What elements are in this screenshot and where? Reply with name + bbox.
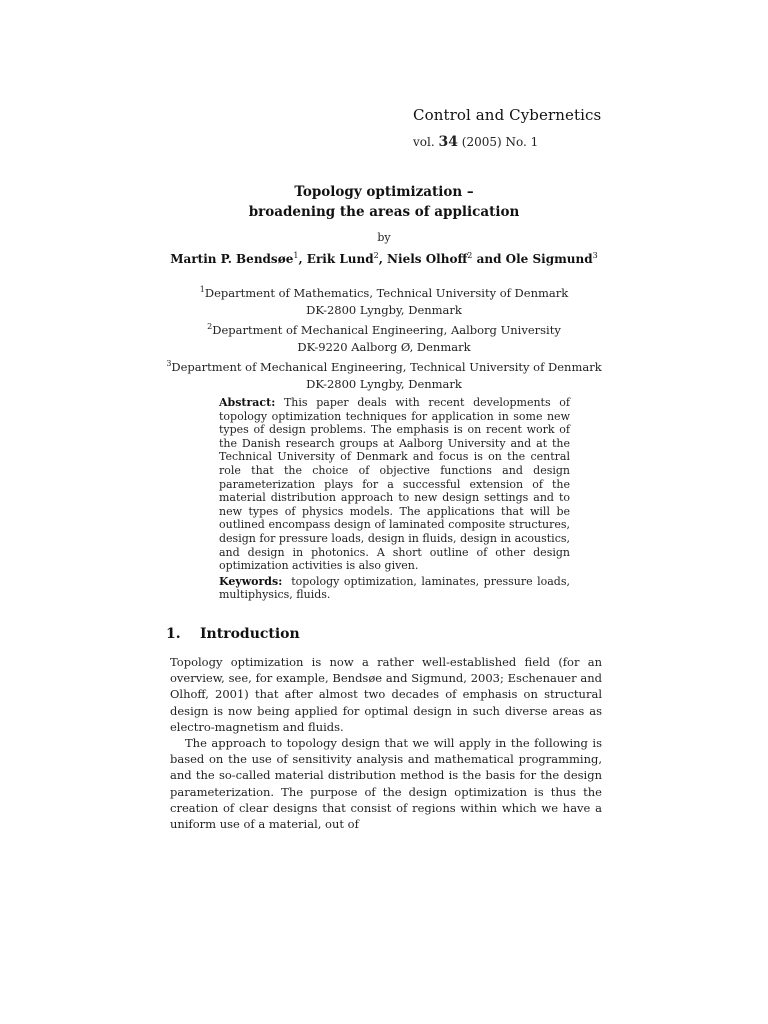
keywords-paragraph <box>219 575 570 602</box>
affiliation-address: DK-2800 Lyngby, Denmark <box>306 377 462 392</box>
author-name: Erik Lund <box>306 252 374 266</box>
paper-title-line-1: Topology optimization – <box>294 184 474 200</box>
section-heading <box>166 626 300 642</box>
author-separator: , <box>378 252 388 266</box>
body-paragraph: The approach to topology design that we will apply in the following is based on the use of sensitivity analysis and mathematical programming, and the so-called material distribution method is the basis for the design parameterization. The purpose of the design optimization is thus the creation of clear designs that consist of regions within which we have a uniform use of a material, out of <box>170 736 602 832</box>
affiliation-mark: 3 <box>166 359 172 368</box>
body-paragraph: Topology optimization is now a rather well-established field (for an overview, see, for example, Bendsøe and Sigmund, 2003; Eschenauer and Olhoff, 2001) that after almost two decades of emphasis on structural design is now being applied for optimal design in such diverse areas as electro-magnetism and fluids. <box>170 655 602 734</box>
author-name: Niels Olhoff <box>387 252 468 266</box>
abstract <box>219 396 570 602</box>
volume-prefix: vol. <box>413 135 435 149</box>
volume-suffix: (2005) No. 1 <box>461 135 539 149</box>
affiliation-address: DK-9220 Aalborg Ø, Denmark <box>297 340 471 355</box>
volume-line <box>413 134 538 150</box>
affiliation <box>0 318 768 357</box>
volume-number: 34 <box>438 134 458 150</box>
journal-name: Control and Cybernetics <box>413 106 602 124</box>
paper-title <box>0 182 768 222</box>
keywords-label: Keywords: <box>219 574 283 588</box>
author-name: Ole Sigmund <box>505 252 593 266</box>
author-affiliation-mark: 1 <box>293 251 299 260</box>
by-line: by <box>377 231 391 244</box>
affiliation-department: Department of Mathematics, Technical University of Denmark <box>204 285 569 300</box>
section-number: 1. <box>166 626 181 642</box>
keywords-text: topology optimization, laminates, pressure loads, multiphysics, fluids. <box>219 574 570 602</box>
abstract-label: Abstract: <box>219 396 276 409</box>
paper-title-line-2: broadening the areas of application <box>248 204 520 220</box>
affiliation-department: Department of Mechanical Engineering, Aalborg University <box>212 322 561 337</box>
abstract-paragraph <box>219 396 570 573</box>
author-affiliation-mark: 2 <box>373 251 379 260</box>
affiliation <box>0 281 768 320</box>
author-name: Martin P. Bendsøe <box>170 252 294 266</box>
affiliation-mark: 1 <box>199 285 205 294</box>
affiliation-mark: 2 <box>207 322 213 331</box>
abstract-text: This paper deals with recent developments of topology optimization techniques for application in some new types of design problems. The emphasis is on recent work of the Danish research groups at Aalborg University and at the Technical University of Denmark and focus is on the central role that the choice of objective functions and design parameterization plays for a successful extension of the material distribution approach to new design settings and to new types of physics models. The applications that will be outlined encompass design of laminated composite structures, design for pressure loads, design in fluids, design in acoustics, and design in photonics. A short outline of other design optimization activities is also given. <box>219 396 571 573</box>
section-title: Introduction <box>200 626 300 642</box>
affiliation-address: DK-2800 Lyngby, Denmark <box>306 303 462 318</box>
author-affiliation-mark: 2 <box>467 251 473 260</box>
affiliation <box>0 355 768 394</box>
author-list <box>0 251 768 266</box>
body-text <box>170 654 602 832</box>
author-affiliation-mark: 3 <box>592 251 598 260</box>
affiliation-department: Department of Mechanical Engineering, Technical University of Denmark <box>171 359 602 374</box>
author-separator: , <box>298 252 307 266</box>
author-separator: and <box>472 252 506 266</box>
